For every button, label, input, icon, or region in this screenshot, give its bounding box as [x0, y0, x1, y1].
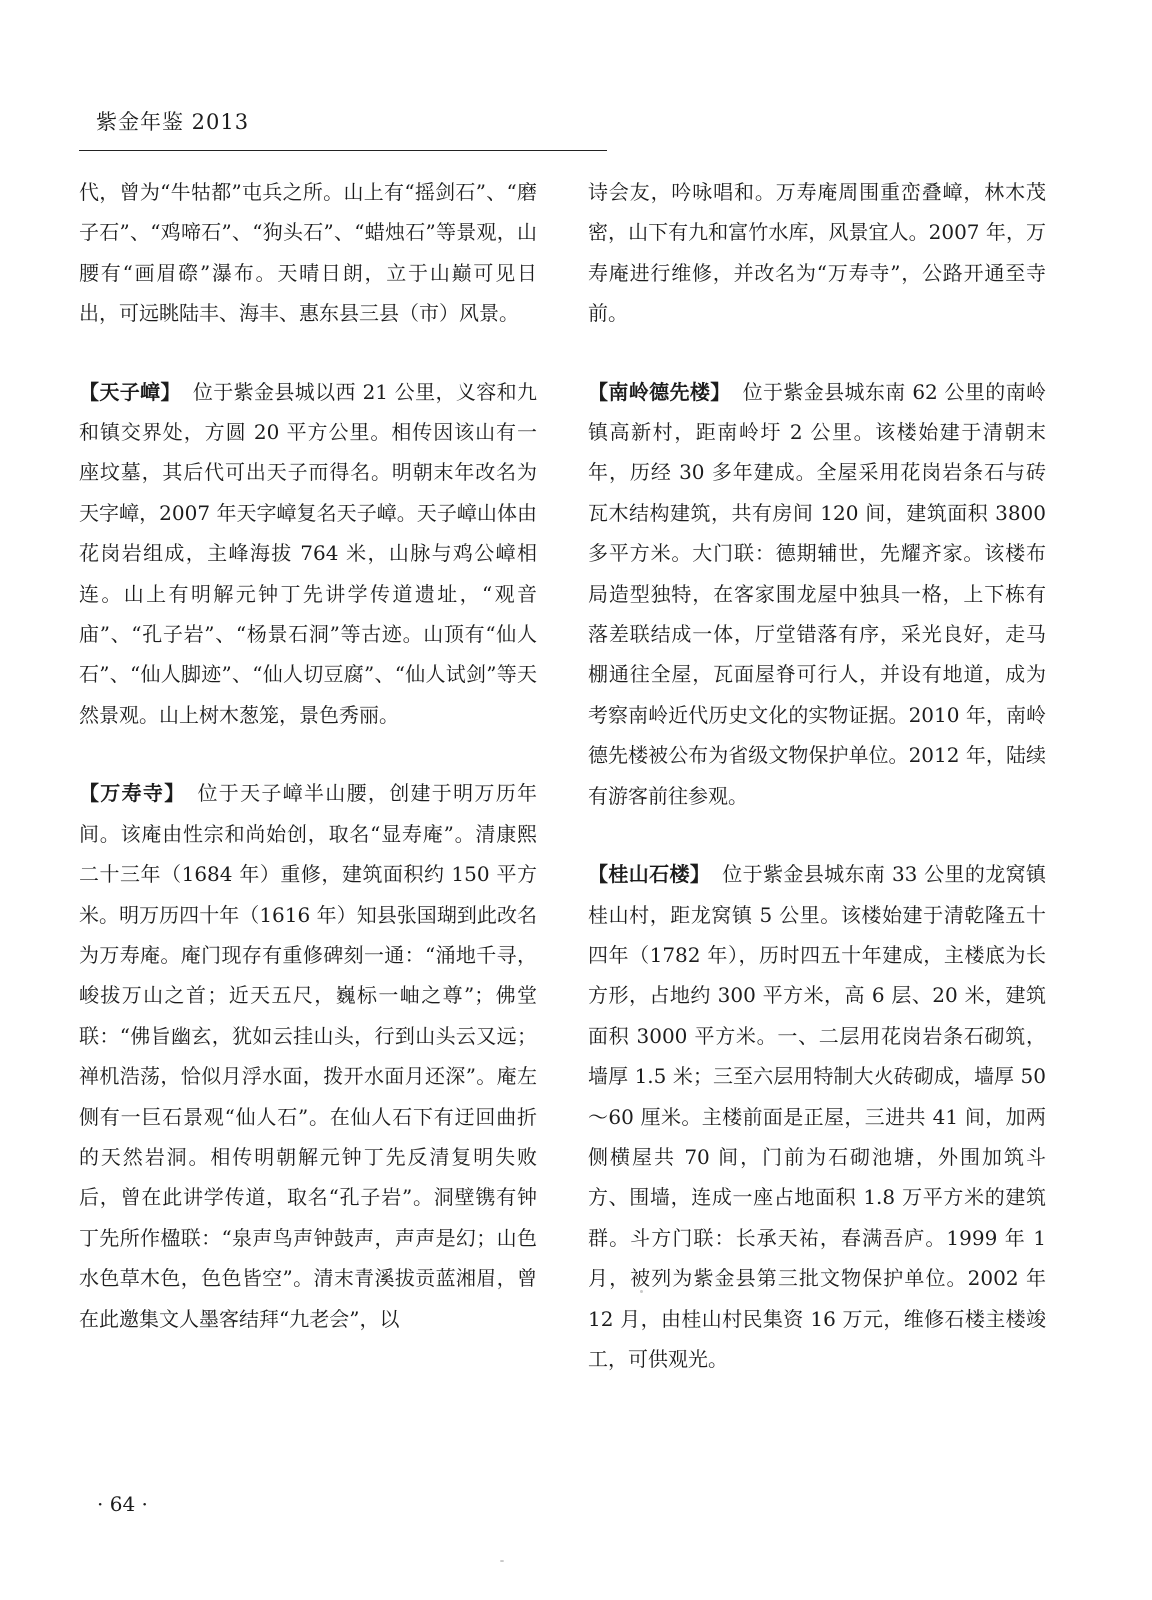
entry-heading: 【天子嶂】	[79, 379, 181, 404]
continuation-paragraph: 诗会友，吟咏唱和。万寿庵周围重峦叠嶂，林木茂密，山下有九和富竹水库，风景宜人。2007 年，万寿庵进行维修，并改名为“万寿寺”，公路开通至寺前。	[588, 180, 1046, 326]
entry-body: 位于天子嶂半山腰，创建于明万历年间。该庵由性宗和尚始创，取名“显寿庵”。清康熙二十三年（1684 年）重修，建筑面积约 150 平方米。明万历四十年（1616 年）知县张国瑚到此改名为万寿庵。庵门现存有重修碑刻一通：“涌地千寻，峻拔万山之首；近天五尺，巍标一岫之尊”；佛堂联：“佛旨幽玄，犹如云挂山头，行到山头云又远；禅机浩荡，恰似月浮水面，拨开水面月还深”。庵左侧有一巨石景观“仙人石”。在仙人石下有迂回曲折的天然岩洞。相传明朝解元钟丁先反清复明失败后，曾在此讲学传道，取名“孔子岩”。洞壁镌有钟丁先所作楹联：“泉声鸟声钟鼓声，声声是幻；山色水色草木色，色色皆空”。清末青溪拔贡蓝湘眉，曾在此邀集文人墨客结拜“九老会”，以	[79, 781, 537, 1331]
entry-heading: 【桂山石楼】	[588, 862, 711, 887]
entry-guishan-shilou	[588, 854, 1046, 1379]
entry-heading: 【万寿寺】	[79, 781, 186, 806]
left-column	[79, 172, 537, 1339]
scan-speck	[640, 1290, 643, 1293]
header-rule	[79, 150, 607, 151]
entry-body: 位于紫金县城以西 21 公里，义容和九和镇交界处，方圆 20 平方公里。相传因该山有一座坟墓，其后代可出天子而得名。明朝末年改名为天字嶂，2007 年天字嶂复名天子嶂。天子嶂山体由花岗岩组成，主峰海拔 764 米，山脉与鸡公嶂相连。山上有明解元钟丁先讲学传道遗址，“观音庙”、“孔子岩”、“杨景石洞”等古迹。山顶有“仙人石”、“仙人脚迹”、“仙人切豆腐”、“仙人试剑”等天然景观。山上树木葱笼，景色秀丽。	[79, 379, 538, 727]
page-number: · 64 ·	[97, 1492, 148, 1516]
scan-speck	[500, 1560, 504, 1562]
entry-heading: 【南岭德先楼】	[588, 379, 731, 404]
entry-wanshousi	[79, 773, 537, 1339]
entry-body: 位于紫金县城东南 62 公里的南岭镇高新村，距南岭圩 2 公里。该楼始建于清朝末年，历经 30 多年建成。全屋采用花岗岩条石与砖瓦木结构建筑，共有房间 120 间，建筑面积 3800 多平方米。大门联：德期辅世，先耀齐家。该楼布局造型独特，在客家围龙屋中独具一格，上下栋有落差联结成一体，厅堂错落有序，采光良好，走马棚通往全屋，瓦面屋脊可行人，并设有地道，成为考察南岭近代历史文化的实物证据。2010 年，南岭德先楼被公布为省级文物保护单位。2012 年，陆续有游客前往参观。	[588, 379, 1046, 808]
entry-nanling-dexian-lou	[588, 372, 1046, 816]
entry-body: 位于紫金县城东南 33 公里的龙窝镇桂山村，距龙窝镇 5 公里。该楼始建于清乾隆五十四年（1782 年），历时四五十年建成，主楼底为长方形，占地约 300 平方米，高 6 层、20 米，建筑面积 3000 平方米。一、二层用花岗岩条石砌筑，墙厚 1.5 米；三至六层用特制大火砖砌成，墙厚 50～60 厘米。主楼前面是正屋，三进共 41 间，加两侧横屋共 70 间，门前为石砌池塘，外围加筑斗方、围墙，连成一座占地面积 1.8 万平方米的建筑群。斗方门联：长承天祐，春满吾庐。1999 年 1 月，被列为紫金县第三批文物保护单位。2002 年 12 月，由桂山村民集资 16 万元，维修石楼主楼竣工，可供观光。	[588, 862, 1047, 1371]
entry-tianzizhang	[79, 372, 537, 736]
right-column	[588, 172, 1046, 1379]
running-header: 紫金年鉴 2013	[96, 110, 250, 134]
intro-paragraph: 代，曾为“牛牯都”屯兵之所。山上有“摇剑石”、“磨子石”、“鸡啼石”、“狗头石”、“蜡烛石”等景观，山腰有“画眉磜”瀑布。天晴日朗，立于山巅可见日出，可远眺陆丰、海丰、惠东县三县（市）风景。	[79, 180, 537, 326]
